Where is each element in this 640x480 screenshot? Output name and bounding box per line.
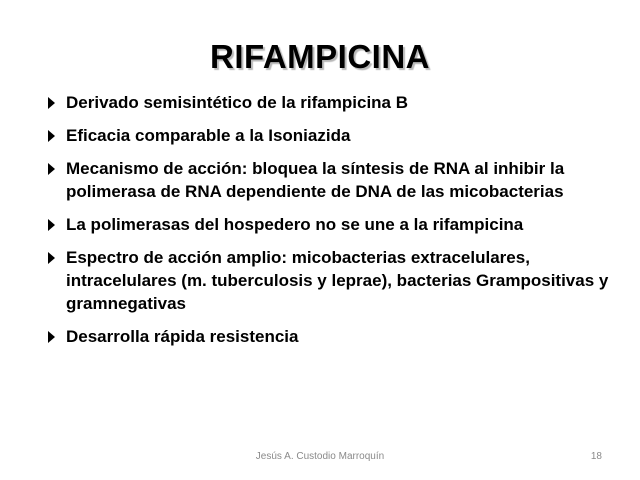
footer-author: Jesús A. Custodio Marroquín: [255, 451, 385, 462]
bullet-item: [46, 91, 616, 114]
bullet-item: [46, 124, 616, 147]
bullet-text: Eficacia comparable a la Isoniazida: [66, 126, 351, 145]
bullet-text: Espectro de acción amplio: micobacterias extracelulares, intracelulares (m. tuberculosis y leprae), bacterias Grampositivas y gramnegativas: [66, 248, 609, 313]
triangle-right-icon: [48, 163, 55, 175]
bullet-text: Mecanismo de acción: bloquea la síntesis de RNA al inhibir la polimerasa de RNA dependiente de DNA de las micobacterias: [66, 159, 565, 201]
bullet-list: [46, 91, 616, 358]
bullet-text: Derivado semisintético de la rifampicina B: [66, 93, 409, 112]
bullet-item: [46, 246, 616, 315]
bullet-item: [46, 157, 616, 203]
triangle-right-icon: [48, 130, 55, 142]
triangle-right-icon: [48, 331, 55, 343]
bullet-text: Desarrolla rápida resistencia: [66, 327, 299, 346]
triangle-right-icon: [48, 219, 55, 231]
bullet-text: La polimerasas del hospedero no se une a la rifampicina: [66, 215, 524, 234]
bullet-item: [46, 325, 616, 348]
slide-title: RIFAMPICINA: [210, 38, 430, 75]
bullet-item: [46, 213, 616, 236]
triangle-right-icon: [48, 252, 55, 264]
page-number: 18: [590, 451, 602, 462]
triangle-right-icon: [48, 97, 55, 109]
